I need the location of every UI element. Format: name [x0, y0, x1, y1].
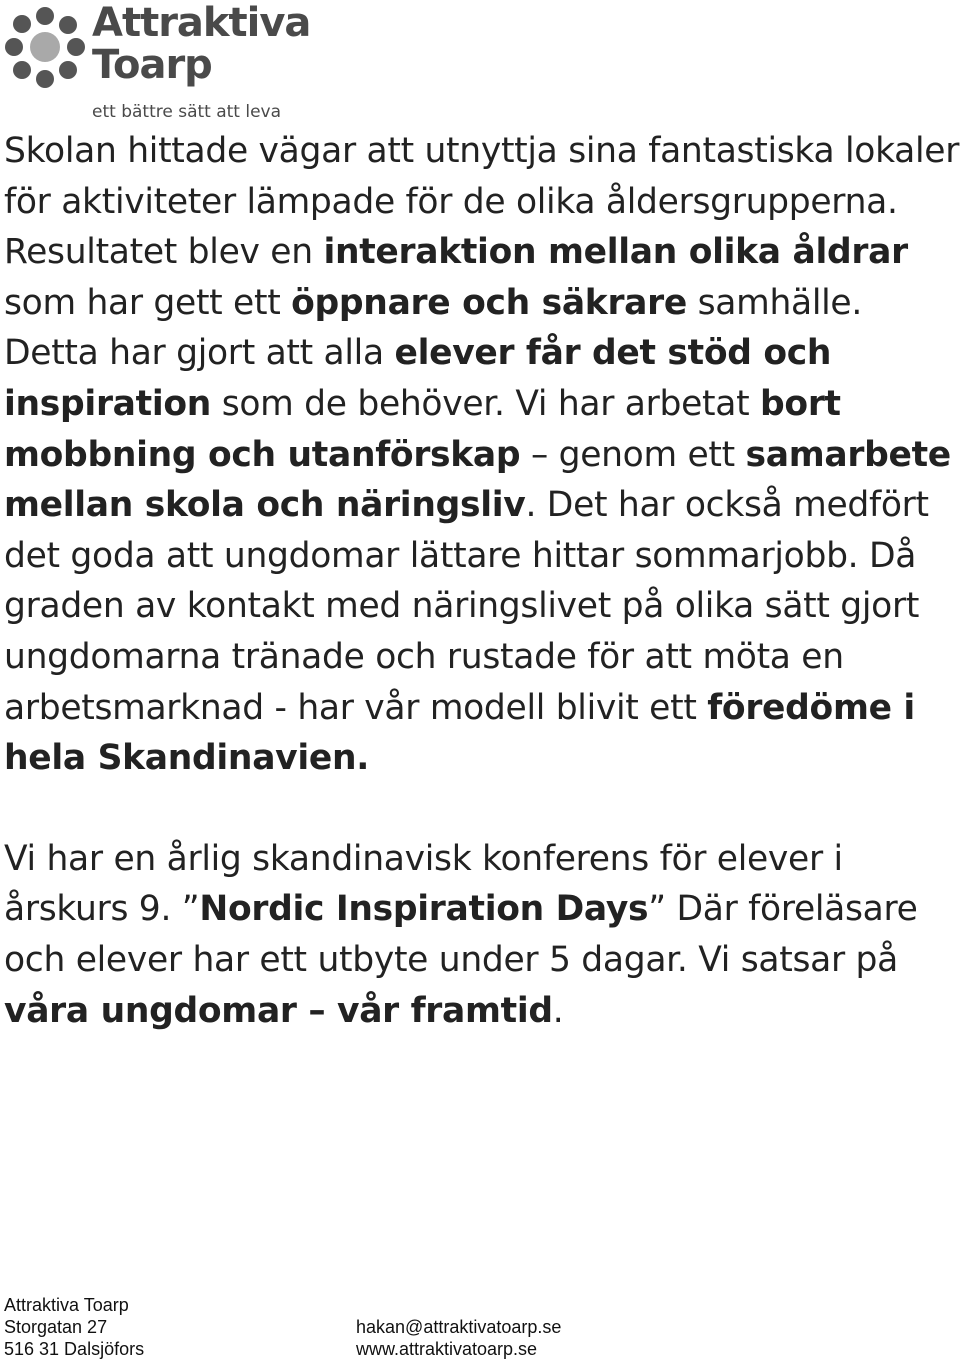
text-run: som har gett ett: [4, 282, 292, 323]
logo-outer-dot: [36, 70, 54, 88]
text-run: .: [552, 990, 564, 1031]
logo-dots-icon: [2, 2, 88, 92]
footer: [4, 1294, 954, 1360]
text-run: som de behöver. Vi har arbetat: [211, 383, 761, 424]
emphasis-text: samarbete mellan skola och näringsliv: [4, 434, 951, 526]
logo-outer-dot: [36, 7, 54, 25]
logo-center-dot: [30, 32, 60, 62]
emphasis-text: elever får det stöd och inspiration: [4, 333, 832, 424]
text-run: . Det har också medfört det goda att ungdomar lättare hittar sommarjobb. Då graden av kontakt med näringslivet på olika sätt gjort ungdomarna tränade och rustade för att möta en arbetsmarknad - har vår modell blivit ett: [4, 485, 929, 728]
text-run: samhälle. Detta har gjort att alla: [4, 282, 863, 374]
emphasis-text: Nordic Inspiration Days: [199, 889, 649, 930]
logo-outer-dot: [13, 15, 31, 33]
text-run: – genom ett: [520, 434, 746, 475]
emphasis-text: öppnare och säkrare: [291, 282, 687, 323]
text-run: Skolan hittade vägar att utnyttja sina fantastiska lokaler för aktiviteter lämpade för de olika åldersgrupperna. Resultatet blev en: [4, 131, 960, 273]
emphasis-text: våra ungdomar – vår framtid: [4, 990, 553, 1031]
logo-tagline: ett bättre sätt att leva: [92, 102, 282, 122]
footer-email[interactable]: hakan@attraktivatoarp.se: [356, 1317, 562, 1337]
text-run: ” Där föreläsare och elever har ett utbyte under 5 dagar. Vi satsar på: [4, 889, 918, 980]
logo-outer-dot: [67, 38, 85, 56]
logo-outer-dot: [59, 61, 77, 79]
paragraph-1: [4, 126, 960, 784]
paragraph-2: [4, 834, 960, 1036]
emphasis-text: interaktion mellan olika åldrar: [323, 232, 908, 273]
body-text: [4, 126, 960, 1036]
emphasis-text: föredöme i hela Skandinavien.: [4, 687, 915, 779]
logo-outer-dot: [59, 16, 77, 34]
footer-address: [4, 1294, 144, 1360]
footer-street: Storgatan 27: [4, 1317, 108, 1337]
logo-outer-dot: [13, 61, 31, 79]
logo: [2, 0, 311, 126]
logo-outer-dot: [5, 38, 23, 56]
text-run: Vi har en årlig skandinavisk konferens för elever i årskurs 9. ”: [4, 838, 843, 930]
footer-contact: [356, 1316, 561, 1360]
logo-name-line1: Attraktiva: [92, 0, 311, 46]
footer-city: 516 31 Dalsjöfors: [4, 1339, 145, 1359]
footer-web[interactable]: www.attraktivatoarp.se: [356, 1339, 538, 1359]
footer-org: Attraktiva Toarp: [4, 1295, 129, 1315]
logo-name-line2: Toarp: [92, 42, 212, 88]
emphasis-text: bort mobbning och utanförskap: [4, 383, 841, 475]
paragraph-gap: [4, 784, 960, 834]
logo-name: [92, 2, 310, 86]
